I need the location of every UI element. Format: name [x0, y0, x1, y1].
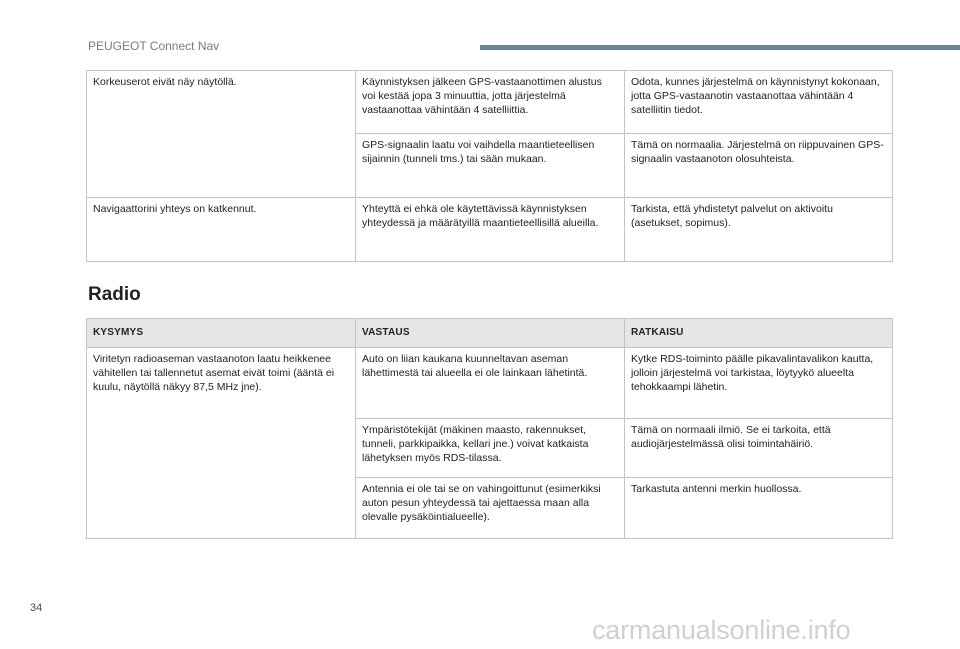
answer-cell: Auto on liian kaukana kuunneltavan aseman lähettimestä tai alueella ei ole lainkaan lähetintä.	[356, 348, 625, 419]
answer-cell: Yhteyttä ei ehkä ole käytettävissä käynnistyksen yhteydessä ja määrätyillä maantieteellisillä alueilla.	[356, 198, 625, 262]
section-heading-radio: Radio	[88, 284, 141, 305]
solution-cell: Tämä on normaalia. Järjestelmä on riippuvainen GPS-signaalin vastaanoton olosuhteista.	[625, 134, 893, 198]
solution-cell: Tämä on normaali ilmiö. Se ei tarkoita, että audiojärjestelmässä olisi toimintahäiriö.	[625, 419, 893, 478]
table-row	[87, 348, 893, 419]
question-cell: Korkeuserot eivät näy näytöllä.	[87, 71, 356, 198]
table-row	[87, 198, 893, 262]
gps-troubleshooting-table	[86, 70, 893, 262]
answer-cell: Antennia ei ole tai se on vahingoittunut (esimerkiksi auton pesun yhteydessä tai ajettaessa maan alla olevalle pysäköintialueelle).	[356, 478, 625, 539]
page-number: 34	[30, 602, 43, 614]
solution-cell: Tarkastuta antenni merkin huollossa.	[625, 478, 893, 539]
answer-cell: Ympäristötekijät (mäkinen maasto, rakennukset, tunneli, parkkipaikka, kellari jne.) voivat katkaista lähetyksen myös RDS-tilassa.	[356, 419, 625, 478]
radio-troubleshooting-table	[86, 318, 893, 539]
header-accent-bar	[480, 45, 960, 50]
solution-cell: Odota, kunnes järjestelmä on käynnistynyt kokonaan, jotta GPS-vastaanotin vastaanottaa vähintään 4 satelliitin tiedot.	[625, 71, 893, 134]
table-row	[87, 71, 893, 134]
column-header-solution: RATKAISU	[625, 319, 893, 348]
document-header-title: PEUGEOT Connect Nav	[88, 39, 220, 53]
answer-cell: Käynnistyksen jälkeen GPS-vastaanottimen alustus voi kestää jopa 3 minuuttia, jotta järjestelmä vastaanottaa vähintään 4 satelliittia.	[356, 71, 625, 134]
solution-cell: Tarkista, että yhdistetyt palvelut on aktivoitu (asetukset, sopimus).	[625, 198, 893, 262]
question-cell: Viritetyn radioaseman vastaanoton laatu heikkenee vähitellen tai tallennetut asemat eivät toimi (ääntä ei kuulu, näytöllä näkyy 87,5 MHz jne).	[87, 348, 356, 539]
column-header-question: KYSYMYS	[87, 319, 356, 348]
column-header-answer: VASTAUS	[356, 319, 625, 348]
solution-cell: Kytke RDS-toiminto päälle pikavalintavalikon kautta, jolloin järjestelmä voi tarkistaa, löytyykö alueelta tehokkaampi lähetin.	[625, 348, 893, 419]
table-header-row	[87, 319, 893, 348]
question-cell: Navigaattorini yhteys on katkennut.	[87, 198, 356, 262]
answer-cell: GPS-signaalin laatu voi vaihdella maantieteellisen sijainnin (tunneli tms.) tai sään mukaan.	[356, 134, 625, 198]
watermark: carmanualsonline.info	[592, 615, 851, 645]
